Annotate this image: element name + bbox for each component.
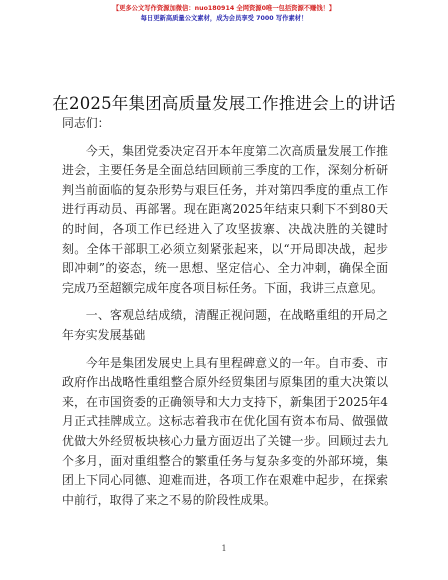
greeting: 同志们： (62, 116, 110, 130)
promo-banner-line1: 【更多公文写作资源加微信：nuo180914 全网资源0唯一包括资源不赚钱！】 (112, 5, 336, 12)
document-title: 在2025年集团高质量发展工作推进会上的讲话 (52, 94, 396, 113)
section-paragraph: 今年是集团发展史上具有里程碑意义的一年。自市委、市政府作出战略性重组整合原外经贸集团与原集团的重大决策以来，在市国资委的正确领导和大力支持下，新集团于2025年4月正式挂牌成立。这标志着我市在优化国有资本布局、做强做优做大外经贸板块核心力量方面迈出了关键一步。回顾过去九个多月，面对重组整合的繁重任务与复杂多变的外部环境，集团上下同心同德、迎难而进，各项工作在艰难中起步，在探索中前行，取得了来之不易的阶段性成果。 (62, 355, 388, 507)
page-number: 1 (221, 544, 227, 553)
section-heading: 一、客观总结成绩，清醒正视问题，在战略重组的开局之年夯实发展基础 (62, 308, 388, 342)
promo-banner (0, 4, 448, 24)
promo-banner-line2: 每日更新高质量公文素材，成为会员享受 7000 写作素材！ (140, 15, 308, 22)
document-body (62, 114, 388, 510)
intro-paragraph: 今天，集团党委决定召开本年度第二次高质量发展工作推进会，主要任务是全面总结回顾前三季度的工作，深刻分析研判当前面临的复杂形势与艰巨任务，并对第四季度的重点工作进行再动员、再部署。现在距离2025年结束只剩下不到80天的时间，各项工作已经进入了攻坚拔寨、决战决胜的关键时刻。全体干部职工必须立刻紧张起来，以“开局即决战，起步即冲刺”的姿态，统一思想、坚定信心、全力冲刺，确保全面完成乃至超额完成年度各项目标任务。下面，我讲三点意见。 (62, 143, 388, 295)
